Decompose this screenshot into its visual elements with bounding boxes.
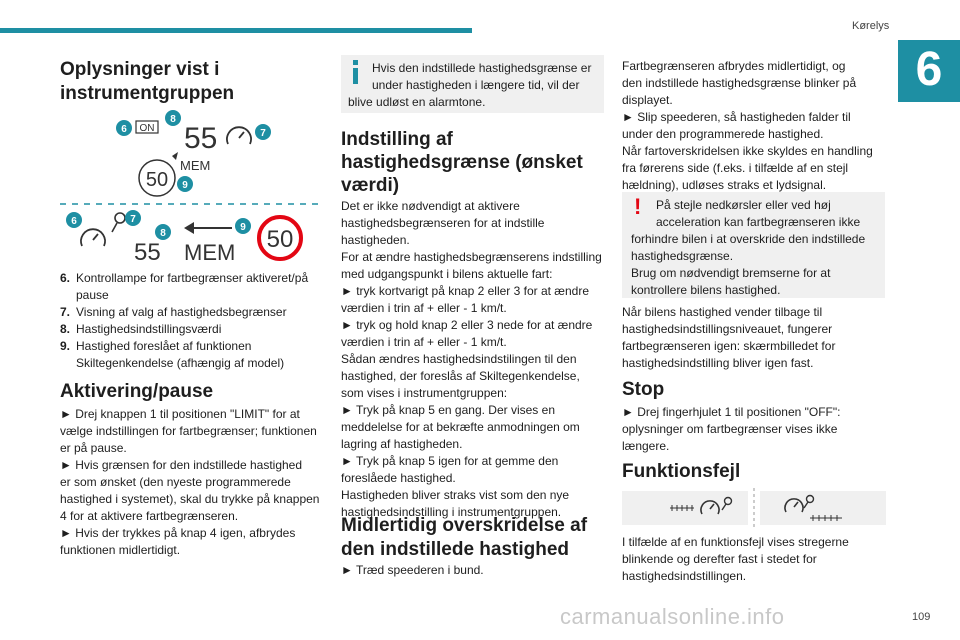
- caption-list: [60, 270, 320, 372]
- text-line: Sådan ændres hastighedsindstilingen til den: [341, 352, 577, 366]
- setting-text: [341, 198, 609, 521]
- text-line: hastighedsbegrænseren for at indstille: [341, 216, 545, 230]
- activation-text: [60, 406, 325, 559]
- text-line: som vises i instrumentgruppen:: [341, 386, 508, 400]
- text-line: 4 for at aktivere fartbegrænseren.: [60, 509, 239, 523]
- text-line: vælge indstillingen for fartbegrænser; funktionen: [60, 424, 317, 438]
- caption-item: [60, 338, 320, 372]
- caption-text: Hastighed foreslået af funktionen Skiltegenkendelse (afhængig af model): [76, 339, 285, 370]
- stop-text: [622, 404, 890, 455]
- caption-text: Hastighedsindstillingsværdi: [76, 322, 222, 336]
- text-line: oplysninger om fartbegrænser vises ikke: [622, 422, 838, 436]
- heading-fault: Funktionsfejl: [622, 461, 741, 482]
- text-line: For at ændre hastighedsbegrænserens indstilling: [341, 250, 602, 264]
- intro-text: [622, 58, 890, 194]
- speedometer-icon-bottom: [81, 229, 105, 246]
- text-line: lagring af hastigheden.: [341, 437, 463, 451]
- text-line: hastighedsindstilling bliver igen fast.: [622, 356, 814, 370]
- section-title: Kørelys: [852, 20, 890, 32]
- text-line: Hastigheden bliver straks vist som den nye: [341, 488, 570, 502]
- sign-value-top: 50: [145, 169, 169, 191]
- text-line: Brug om nødvendigt bremserne for at: [631, 266, 831, 280]
- heading-line: instrumentgruppen: [60, 83, 235, 104]
- header-accent-bar: [0, 28, 472, 33]
- heading-line: Midlertidig overskridelse af: [341, 515, 588, 536]
- text-line: hældning), udløses straks et lydsignal.: [622, 178, 827, 192]
- text-line: er på pause.: [60, 441, 127, 455]
- caption-text: Kontrollampe for fartbegrænser aktiveret/på pause: [76, 271, 309, 302]
- dashes-icon-right: [810, 515, 842, 521]
- text-line: under den programmerede hastighed.: [622, 127, 824, 141]
- text-line: På stejle nedkørsler eller ved høj: [656, 198, 831, 212]
- info-text: [348, 60, 600, 111]
- heading-line: hastighedsgrænse (ønsket: [341, 152, 583, 173]
- text-line: den indstillede hastighedsgrænse blinker på: [622, 76, 857, 90]
- heading-line: Oplysninger vist i: [60, 59, 220, 80]
- left-arrow-icon: [184, 222, 232, 234]
- badge-8-top-label: 8: [170, 114, 176, 125]
- text-line: ► tryk og hold knap 2 eller 3 nede for at ændre: [341, 318, 593, 332]
- text-line: er som ønsket (den nyeste programmerede: [60, 475, 291, 489]
- heading-setting: [341, 128, 583, 197]
- badge-9-bottom-label: 9: [240, 222, 246, 233]
- caption-text: Visning af valg af hastighedsbegrænser: [76, 305, 287, 319]
- text-line: blinkende og derefter fast i stedet for: [622, 552, 817, 566]
- text-line: hastigheden.: [341, 233, 410, 247]
- on-label: ON: [139, 123, 155, 134]
- text-line: Når bilens hastighed vender tilbage til: [622, 305, 823, 319]
- wrench-icon: [112, 213, 125, 232]
- text-line: hastighed i systemet), skal du trykke på knappen: [60, 492, 320, 506]
- text-line: værdien i trin af + eller - 1 km/t.: [341, 301, 507, 315]
- heading-line: Indstilling af: [341, 129, 453, 150]
- dashes-icon-left: [670, 505, 694, 511]
- text-line: ► Hvis der trykkes på knap 4 igen, afbrydes: [60, 526, 296, 540]
- speedometer-icon-fault-left: [701, 501, 719, 514]
- text-line: ► Slip speederen, så hastigheden falder til: [622, 110, 851, 124]
- text-line: hastighedsindstillingsniveauet, fungerer: [622, 322, 833, 336]
- badge-9-top-label: 9: [182, 180, 188, 191]
- mem-label-top: MEM: [180, 158, 211, 173]
- text-line: under hastigheden i længere tid, vil der: [372, 78, 580, 92]
- text-line: ► Tryk på knap 5 igen for at gemme den: [341, 454, 559, 468]
- text-line: fra førerens side (f.eks. i tilfælde af en stejl: [622, 161, 849, 175]
- heading-temporary: [341, 514, 587, 562]
- speedometer-icon-top: [227, 127, 251, 144]
- text-line: ► Hvis grænsen for den indstillede hastighed: [60, 458, 303, 472]
- arrow-icon: [172, 152, 178, 160]
- badge-7-bottom-label: 7: [130, 214, 136, 225]
- heading-line: værdi): [341, 175, 400, 196]
- text-line: ► tryk kortvarigt på knap 2 eller 3 for at ændre: [341, 284, 589, 298]
- text-line: Når fartoverskridelsen ikke skyldes en handling: [622, 144, 873, 158]
- badge-8-bottom-label: 8: [160, 228, 166, 239]
- text-line: hastighedsindstillingen.: [622, 569, 747, 583]
- text-line: displayet.: [622, 93, 673, 107]
- text-line: Fartbegrænseren afbrydes midlertidigt, og: [622, 59, 846, 73]
- bottom-speed-value: 55: [134, 239, 161, 266]
- text-line: funktionen midlertidigt.: [60, 543, 181, 557]
- badge-7-top-label: 7: [260, 128, 266, 139]
- badge-6-bottom-label: 6: [71, 216, 77, 227]
- text-line: Det er ikke nødvendigt at aktivere: [341, 199, 520, 213]
- watermark: carmanualsonline.info: [560, 604, 785, 629]
- text-line: ► Tryk på knap 5 en gang. Der vises en: [341, 403, 555, 417]
- text-line: kontrollere bilens hastighed.: [631, 283, 781, 297]
- caption-item: [60, 304, 320, 321]
- page-number: 109: [912, 611, 931, 623]
- mem-label-bottom: MEM: [184, 240, 236, 265]
- heading-activation: Aktivering/pause: [60, 381, 214, 402]
- heading-stop: Stop: [622, 379, 665, 400]
- text-line: foreslåede hastighed.: [341, 471, 456, 485]
- heading-instrument-info: [60, 58, 234, 106]
- text-line: hastighedsgrænse.: [631, 249, 734, 263]
- caption-item: [60, 270, 320, 304]
- text-line: længere.: [622, 439, 670, 453]
- text-line: meddelelse for at bekræfte anmodningen om: [341, 420, 580, 434]
- warning-text: [631, 197, 881, 299]
- chapter-tab: 6: [898, 40, 960, 102]
- fault-text: [622, 534, 890, 585]
- heading-line: den indstillede hastighed: [341, 539, 570, 560]
- caption-num: 9.: [60, 339, 71, 353]
- text-line: ► Drej fingerhjulet 1 til positionen "OFF":: [622, 405, 841, 419]
- text-line: acceleration kan fartbegrænseren ikke: [656, 215, 861, 229]
- text-line: hastighedsindstilling i instrumentgruppen.: [341, 505, 562, 519]
- return-text: [622, 304, 890, 372]
- top-speed-value: 55: [184, 122, 218, 155]
- caption-item: [60, 321, 320, 338]
- text-line: fartbegrænseren igen: skærmbilledet for: [622, 339, 836, 353]
- caption-num: 7.: [60, 305, 71, 319]
- speedometer-icon-fault-right: [785, 499, 803, 512]
- text-line: forhindre bilen i at overskride den indstillede: [631, 232, 866, 246]
- caption-num: 6.: [60, 271, 71, 285]
- speed-sign-value: 50: [266, 226, 294, 253]
- text-line: med udgangspunkt i bilens aktuelle fart:: [341, 267, 553, 281]
- text-line: ► Drej knappen 1 til positionen "LIMIT" for at: [60, 407, 300, 421]
- temporary-text: ► Træd speederen i bund.: [341, 563, 484, 577]
- text-line: værdien i trin af + eller - 1 km/t.: [341, 335, 507, 349]
- text-line: hastighed, der foreslås af Skiltegenkendelse,: [341, 369, 580, 383]
- text-line: Hvis den indstillede hastighedsgrænse er: [372, 61, 592, 75]
- badge-6-top-label: 6: [121, 124, 127, 135]
- wrench-icon-fault-left: [722, 498, 732, 511]
- fault-icons: [622, 488, 886, 528]
- wrench-icon-fault-right: [804, 496, 814, 509]
- warning-icon: !: [634, 194, 642, 219]
- text-line: blive udløst en alarmtone.: [348, 95, 486, 109]
- instrument-figure: [60, 108, 322, 270]
- text-line: I tilfælde af en funktionsfejl vises stregerne: [622, 535, 849, 549]
- caption-num: 8.: [60, 322, 71, 336]
